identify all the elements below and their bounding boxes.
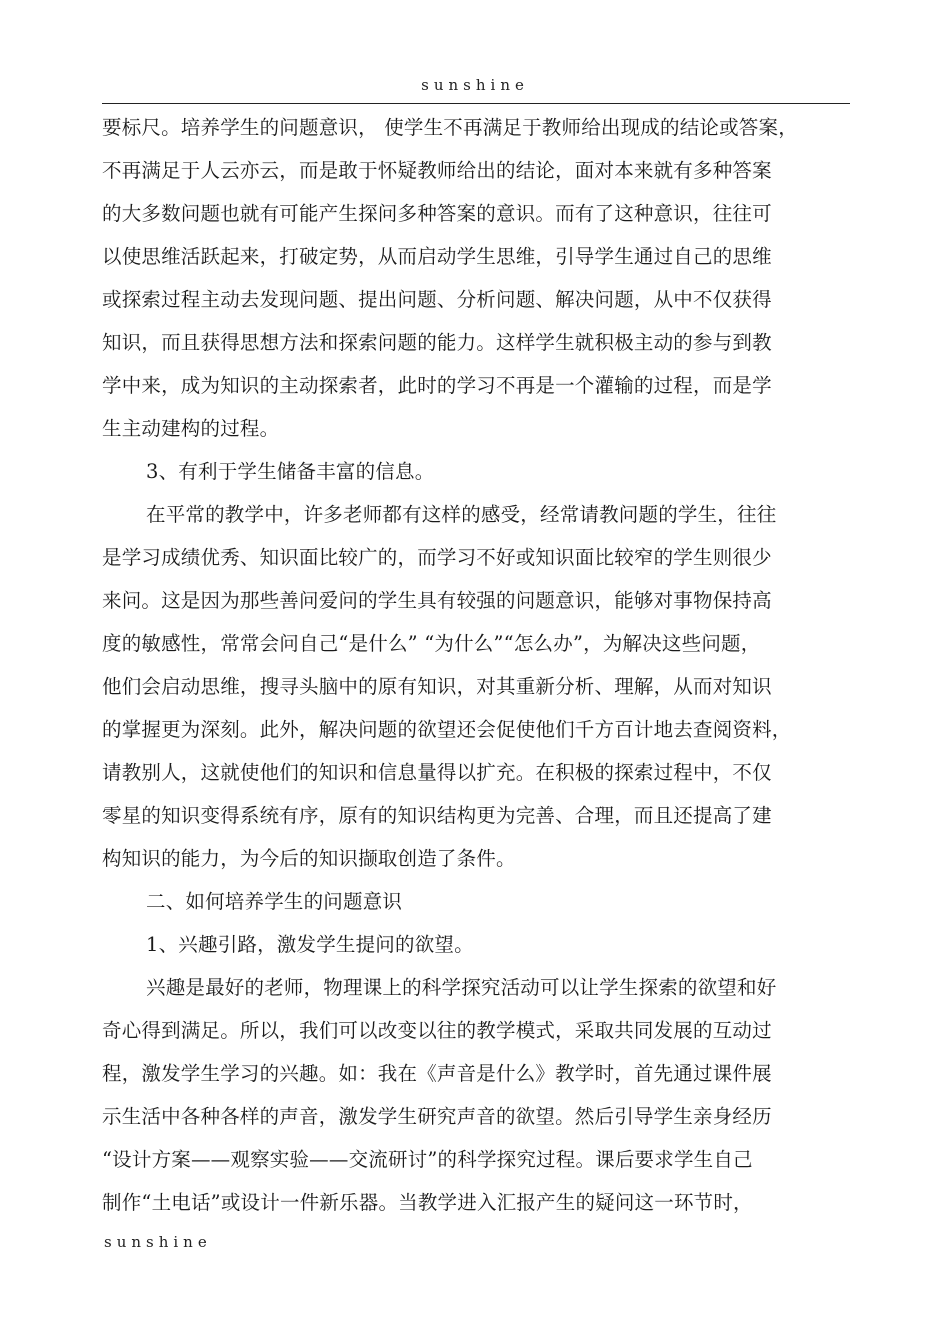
text-line: 度的敏感性，常常会问自己“是什么” “为什么”“怎么办”，为解决这些问题， xyxy=(102,632,761,655)
text-line: 或探索过程主动去发现问题、提出问题、分析问题、解决问题，从中不仅获得 xyxy=(102,288,772,311)
page-header: sunshine xyxy=(421,76,529,94)
text-line: 生主动建构的过程。 xyxy=(102,417,280,440)
text-line: 程，激发学生学习的兴趣。如：我在《声音是什么》教学时，首先通过课件展 xyxy=(102,1062,772,1085)
page-footer: sunshine xyxy=(104,1233,212,1251)
text-line: 制作“土电话”或设计一件新乐器。当教学进入汇报产生的疑问这一环节时， xyxy=(102,1191,753,1214)
text-line: 零星的知识变得系统有序，原有的知识结构更为完善、合理，而且还提高了建 xyxy=(102,804,772,827)
text-line: 示生活中各种各样的声音，激发学生研究声音的欲望。然后引导学生亲身经历 xyxy=(102,1105,772,1128)
section-heading: 二、如何培养学生的问题意识 xyxy=(146,890,403,913)
text-line: 是学习成绩优秀、知识面比较广的，而学习不好或知识面比较窄的学生则很少 xyxy=(102,546,772,569)
text-line: 他们会启动思维，搜寻头脑中的原有知识，对其重新分析、理解，从而对知识 xyxy=(102,675,772,698)
text-line: 学中来，成为知识的主动探索者，此时的学习不再是一个灌输的过程，而是学 xyxy=(102,374,772,397)
document-body xyxy=(102,106,850,1224)
text-line: 兴趣是最好的老师，物理课上的科学探究活动可以让学生探索的欲望和好 xyxy=(146,976,777,999)
section-subheading: 1、兴趣引路，激发学生提问的欲望。 xyxy=(146,933,474,956)
text-line: 要标尺。培养学生的问题意识， 使学生不再满足于教师给出现成的结论或答案， xyxy=(102,116,798,139)
text-line: 来问。这是因为那些善问爱问的学生具有较强的问题意识，能够对事物保持高 xyxy=(102,589,772,612)
text-line: 以使思维活跃起来，打破定势，从而启动学生思维，引导学生通过自己的思维 xyxy=(102,245,772,268)
text-line: 请教别人，这就使他们的知识和信息量得以扩充。在积极的探索过程中，不仅 xyxy=(102,761,772,784)
text-line: 构知识的能力，为今后的知识撷取创造了条件。 xyxy=(102,847,516,870)
section-subheading: 3、有利于学生储备丰富的信息。 xyxy=(146,460,435,483)
text-line: 的掌握更为深刻。此外，解决问题的欲望还会促使他们千方百计地去查阅资料， xyxy=(102,718,792,741)
text-line: 知识，而且获得思想方法和探索问题的能力。这样学生就积极主动的参与到教 xyxy=(102,331,772,354)
text-line: 的大多数问题也就有可能产生探问多种答案的意识。而有了这种意识，往往可 xyxy=(102,202,772,225)
text-line: 奇心得到满足。所以，我们可以改变以往的教学模式，采取共同发展的互动过 xyxy=(102,1019,772,1042)
header-divider xyxy=(102,103,850,104)
text-line: 不再满足于人云亦云，而是敢于怀疑教师给出的结论，面对本来就有多种答案 xyxy=(102,159,772,182)
text-line: 在平常的教学中，许多老师都有这样的感受，经常请教问题的学生，往往 xyxy=(146,503,777,526)
text-line: “设计方案——观察实验——交流研讨”的科学探究过程。课后要求学生自己 xyxy=(102,1148,753,1171)
